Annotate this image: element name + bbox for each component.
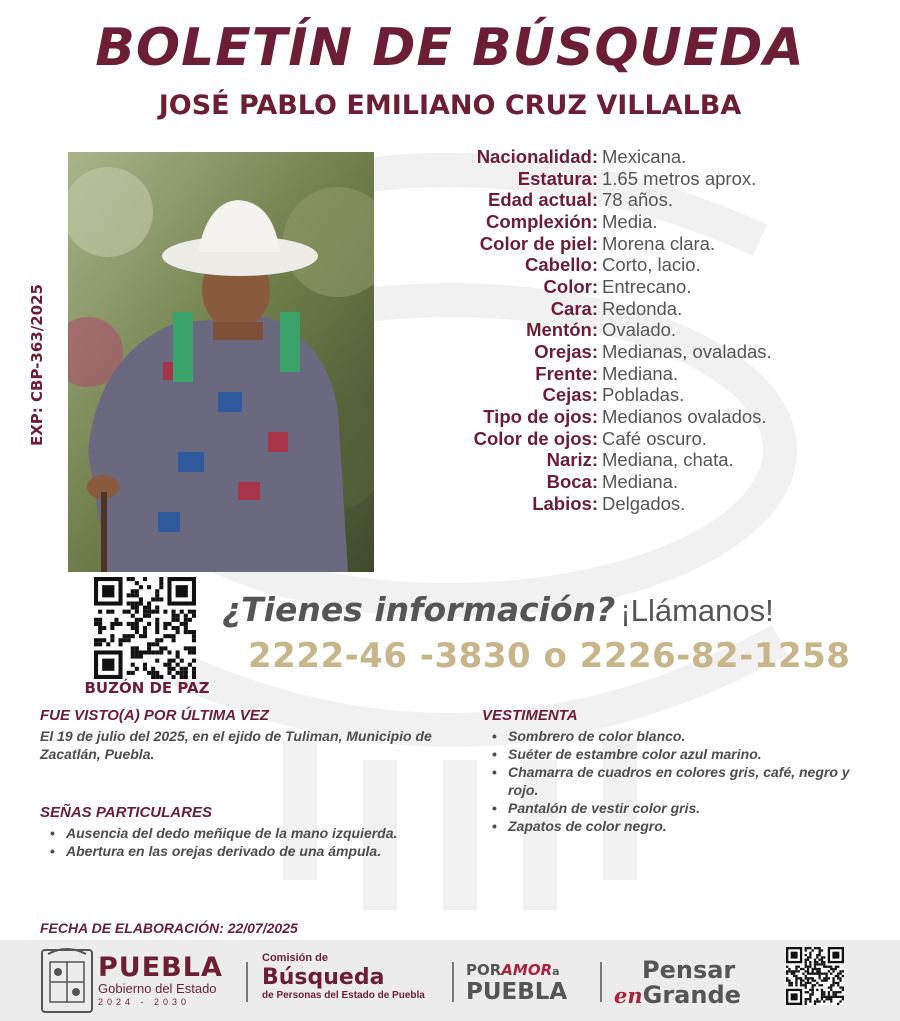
trait-value: Mediana. [602, 362, 679, 384]
elaboration-date: FECHA DE ELABORACIÓN: 22/07/2025 [40, 920, 298, 936]
trait-value: Mediana, chata. [602, 449, 734, 471]
trait-label: Boca: [546, 471, 598, 493]
trait-value: Mediana. [602, 471, 679, 493]
trait-row [390, 341, 890, 363]
trait-row [390, 493, 890, 515]
logo-text: a [552, 965, 560, 978]
call-to-action [222, 590, 774, 629]
pensar-en-grande-logo [614, 958, 764, 1009]
logo-text: PUEBLA [98, 952, 223, 983]
trait-label: Edad actual: [488, 189, 598, 211]
distinguishing-marks-section [40, 804, 490, 860]
puebla-government-logo [98, 954, 233, 1008]
footer-qr-code[interactable] [786, 947, 844, 1005]
logo-text: de Personas del Estado de Puebla [262, 990, 425, 1001]
trait-value: Redonda. [602, 297, 683, 319]
buzon-de-paz-label: BUZÓN DE PAZ [84, 679, 210, 697]
trait-row [390, 471, 890, 493]
trait-label: Cejas: [542, 384, 598, 406]
trait-value: Corto, lacio. [602, 254, 701, 276]
last-seen-section [40, 707, 460, 763]
last-seen-heading: FUE VISTO(A) POR ÚLTIMA VEZ [40, 707, 269, 724]
list-item: • Pantalón de vestir color gris. [482, 799, 882, 817]
divider [246, 962, 248, 1002]
trait-label: Color de ojos: [473, 427, 598, 449]
trait-label: Cara: [550, 297, 598, 319]
trait-row [390, 320, 890, 342]
expediente-number: EXP: CBP-363/2025 [28, 284, 46, 446]
distinguishing-marks-heading: SEÑAS PARTICULARES [40, 804, 212, 821]
logo-text: Comisión de [262, 952, 329, 964]
trait-row [390, 298, 890, 320]
trait-row [390, 385, 890, 407]
trait-row [390, 276, 890, 298]
call-text: ¡Llámanos! [620, 593, 774, 628]
trait-row [390, 146, 890, 168]
divider [452, 962, 454, 1002]
logo-text: Búsqueda [262, 965, 385, 990]
person-name: JOSÉ PABLO EMILIANO CRUZ VILLALBA [158, 90, 742, 121]
clothing-heading: VESTIMENTA [482, 707, 578, 724]
logo-text: en [614, 983, 643, 1008]
state-seal-icon [40, 944, 94, 1016]
divider [600, 962, 602, 1002]
trait-row [390, 189, 890, 211]
logo-text: Pensar [642, 956, 736, 984]
list-item: • Suéter de estambre color azul marino. [482, 745, 882, 763]
trait-value: Entrecano. [602, 275, 692, 297]
trait-row [390, 450, 890, 472]
trait-value: 1.65 metros aprox. [602, 167, 757, 189]
trait-row [390, 363, 890, 385]
question-text: ¿Tienes información? [222, 590, 616, 629]
trait-row [390, 254, 890, 276]
trait-label: Labios: [532, 492, 598, 514]
trait-row [390, 233, 890, 255]
list-item: • Abertura en las orejas derivado de una ámpula. [40, 842, 490, 860]
list-item: • Sombrero de color blanco. [482, 727, 882, 745]
trait-value: Café oscuro. [602, 427, 707, 449]
trait-value: Pobladas. [602, 384, 685, 406]
trait-label: Tipo de ojos: [483, 406, 598, 428]
bulletin-title: BOLETÍN DE BÚSQUEDA [95, 18, 805, 78]
logo-text: 2024 - 2030 [98, 997, 191, 1007]
last-seen-text: El 19 de julio del 2025, en el ejido de Tuliman, Municipio de Zacatlán, Puebla. [40, 728, 432, 762]
trait-value: Medianas, ovaladas. [602, 341, 772, 363]
trait-list [390, 146, 890, 515]
logo-text: Grande [642, 981, 741, 1009]
trait-row [390, 406, 890, 428]
trait-value: Morena clara. [602, 232, 716, 254]
phone-numbers[interactable]: 2222-46 -3830 o 2226-82-1258 [248, 636, 851, 676]
trait-label: Complexión: [485, 210, 598, 232]
trait-value: Mexicana. [602, 145, 687, 167]
logo-text: Gobierno del Estado [98, 981, 217, 996]
trait-value: 78 años. [602, 189, 673, 211]
trait-value: Ovalado. [602, 319, 677, 341]
footer-logos [0, 940, 900, 1021]
trait-label: Nariz: [546, 449, 598, 471]
list-item: • Chamarra de cuadros en colores gris, café, negro y rojo. [482, 763, 882, 799]
trait-label: Estatura: [517, 167, 598, 189]
person-photo [68, 152, 374, 572]
logo-text: POR [466, 961, 502, 979]
trait-row [390, 428, 890, 450]
logo-text: AMOR [501, 961, 553, 979]
list-item: • Zapatos de color negro. [482, 817, 882, 835]
trait-label: Color: [543, 275, 598, 297]
search-commission-logo [262, 952, 442, 1002]
trait-row [390, 168, 890, 190]
trait-label: Orejas: [534, 341, 598, 363]
trait-label: Color de piel: [479, 232, 598, 254]
trait-label: Cabello: [525, 254, 598, 276]
trait-value: Delgados. [602, 492, 686, 514]
trait-label: Frente: [535, 362, 598, 384]
trait-value: Medianos ovalados. [602, 406, 767, 428]
qr-code[interactable] [94, 577, 196, 679]
trait-label: Nacionalidad: [476, 145, 598, 167]
trait-value: Media. [602, 210, 658, 232]
clothing-section [482, 707, 882, 835]
list-item: • Ausencia del dedo meñique de la mano izquierda. [40, 824, 490, 842]
por-amor-puebla-logo [466, 962, 590, 1004]
trait-row [390, 211, 890, 233]
trait-label: Mentón: [526, 319, 598, 341]
logo-text: PUEBLA [466, 979, 568, 1005]
